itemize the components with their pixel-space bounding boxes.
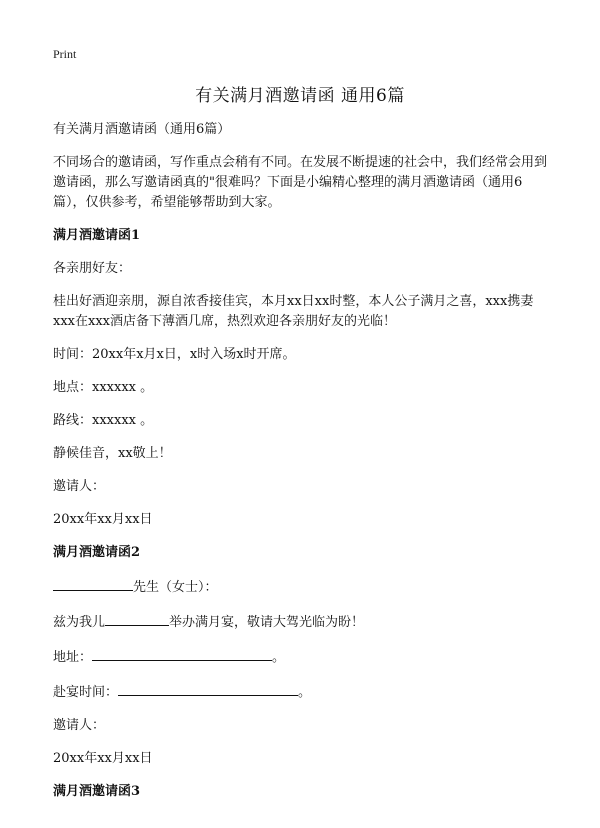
inviter-line-2: 邀请人： (53, 718, 106, 733)
time-line: 时间：20xx年x月x日，x时入场x时开席。 (53, 347, 296, 362)
document-subtitle: 有关满月酒邀请函（通用6篇） (53, 122, 231, 137)
invite-prefix: 兹为我儿 (53, 615, 106, 630)
document-title: 有关满月酒邀请函 通用6篇 (195, 86, 405, 106)
greeting-line: 各亲朋好友： (53, 261, 132, 276)
date-line-2: 20xx年xx月xx日 (53, 751, 153, 766)
intro-paragraph: 不同场合的邀请函，写作重点会稍有不同。在发展不断提速的社会中，我们经常会用到邀请函，那么写邀请函真的"很难吗？下面是小编精心整理的满月酒邀请函（通用6篇），仅供参考，希望能够帮助到大家。 (53, 155, 548, 210)
address-blank (92, 646, 272, 661)
banquet-time-end: 。 (298, 685, 312, 700)
name-blank (53, 576, 133, 591)
child-name-blank (105, 611, 169, 626)
place-line: 地点：xxxxxx 。 (53, 380, 154, 395)
inviter-line: 邀请人： (53, 479, 106, 494)
invite-suffix: 举办满月宴，敬请大驾光临为盼！ (169, 615, 365, 630)
banquet-time-label: 赴宴时间： (53, 685, 119, 700)
closing-line: 静候佳音，xx敬上！ (53, 446, 172, 461)
address-line (53, 646, 553, 668)
invitation-body: 桂出好酒迎亲朋，源自浓香接佳宾，本月xx日xx时整，本人公子满月之喜，xxx携妻xxx在xxx酒店备下薄酒几席，热烈欢迎各亲朋好友的光临！ (53, 294, 534, 329)
section-heading-3: 满月酒邀请函3 (53, 784, 141, 799)
banquet-time-line (53, 681, 553, 703)
salutation-line (53, 576, 553, 598)
banquet-time-blank (118, 681, 298, 696)
section-heading-2: 满月酒邀请函2 (53, 545, 141, 560)
address-label: 地址： (53, 650, 93, 665)
date-line: 20xx年xx月xx日 (53, 512, 153, 527)
print-link[interactable]: Print (53, 47, 77, 61)
invite-line (53, 611, 553, 633)
address-end: 。 (272, 650, 286, 665)
document-body (53, 120, 553, 815)
salutation-suffix: 先生（女士）： (133, 580, 218, 595)
section-heading-1: 满月酒邀请函1 (53, 228, 141, 243)
route-line: 路线：xxxxxx 。 (53, 413, 154, 428)
